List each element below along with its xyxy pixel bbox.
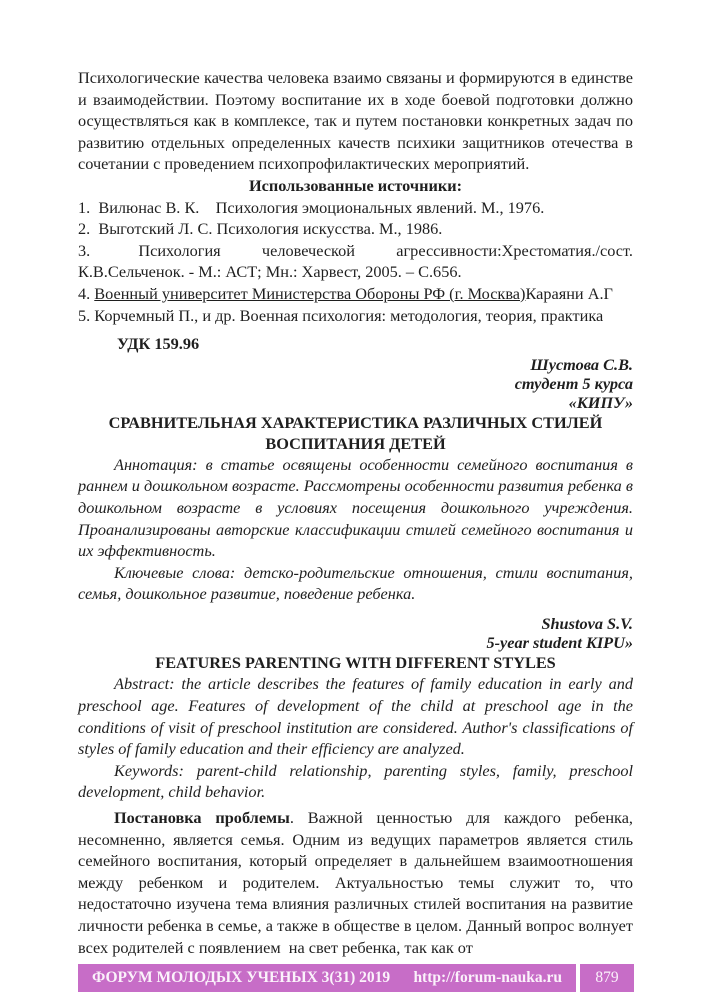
annotation-ru: Аннотация: в статье освящены особенности семейного воспитания в раннем и дошкольном возрасте. Рассмотрены особенности развития ребенка в дошкольном возрасте в условиях посещения дошкольного учреждения. Проанализированы авторские классификации стилей семейного воспитания и их эффективность. [78, 454, 633, 561]
author-block-en [78, 614, 633, 652]
source-item-1: 1. Вилюнас В. К. Психология эмоциональных явлений. М., 1976. [78, 197, 545, 217]
author-role-ru: студент 5 курса [514, 373, 633, 393]
source-item-5: 5. Корчемный П., и др. Военная психология: методология, теория, практика [78, 305, 604, 325]
page-number: 879 [580, 964, 634, 992]
page-footer [78, 964, 634, 992]
article-title-ru: СРАВНИТЕЛЬНАЯ ХАРАКТЕРИСТИКА РАЗЛИЧНЫХ СТИЛЕЙ ВОСПИТАНИЯ ДЕТЕЙ [108, 412, 603, 453]
footer-bar [78, 964, 576, 992]
problem-statement-text: . Важной ценностью для каждого ребенка, несомненно, является семья. Одним из ведущих параметров является стиль семейного воспитания, который определяет в дальнейшем взаимоотношения между ребенком и родителем. Актуальностью темы служит то, что недостаточно изучена тема влияния различных стилей воспитания на развитие личности ребенка в семье, а также в обществе в целом. Данный вопрос волнует всех родителей с появлением на свет ребенка, так как от [78, 808, 633, 957]
author-name-en: Shustova S.V. [541, 613, 633, 633]
source-item-2: 2. Выготский Л. С. Психология искусства. М., 1986. [78, 219, 443, 239]
source-item-4-author: Караяни А.Г [525, 283, 613, 303]
problem-statement-lead: Постановка проблемы [114, 808, 290, 828]
source-item-4-number: 4. [78, 283, 95, 303]
author-block-ru [78, 355, 633, 412]
page-content [78, 67, 633, 958]
abstract-en: Abstract: the article describes the features of family education in early and preschool age. Features of development of the child at preschool age in the conditions of visit of preschool institution are considered. Author's classifications of styles of family education and their efficiency are analyzed. [78, 674, 633, 759]
author-name-ru: Шустова С.В. [530, 354, 633, 374]
keywords-en: Keywords: parent-child relationship, parenting styles, family, preschool development, child behavior. [78, 760, 633, 802]
author-role-en: 5-year student KIPU» [486, 632, 633, 652]
problem-statement-paragraph [78, 807, 633, 958]
source-item-3: 3. Психология человеческой агрессивности:Хрестоматия./сост. К.В.Сельченок. - М.: АСТ; Мн.: Харвест, 2005. – С.656. [78, 240, 633, 282]
udc-code: УДК 159.96 [117, 334, 200, 354]
source-item-4-underlined-text: Военный университет Министерства Обороны РФ (г. Москва) [94, 283, 526, 303]
keywords-ru: Ключевые слова: детско-родительские отношения, стили воспитания, семья, дошкольное развитие, поведение ребенка. [78, 562, 633, 604]
source-item-4 [78, 283, 633, 305]
article-title-en: FEATURES PARENTING WITH DIFFERENT STYLES [155, 652, 556, 672]
author-affiliation-ru: «КИПУ» [568, 392, 633, 412]
sources-heading: Использованные источники: [248, 175, 463, 195]
intro-paragraph: Психологические качества человека взаимо связаны и формируются в единстве и взаимодействии. Поэтому воспитание их в ходе боевой подготовки должно осуществляться как в комплексе, так и путем постановки конкретных задач по развитию отдельных определенных качеств психики защитников отечества в сочетании с проведением психопрофилактических мероприятий. [78, 68, 633, 174]
journal-title: ФОРУМ МОЛОДЫХ УЧЕНЫХ 3(31) 2019 [92, 969, 391, 987]
journal-url: http://forum-nauka.ru [413, 969, 562, 987]
